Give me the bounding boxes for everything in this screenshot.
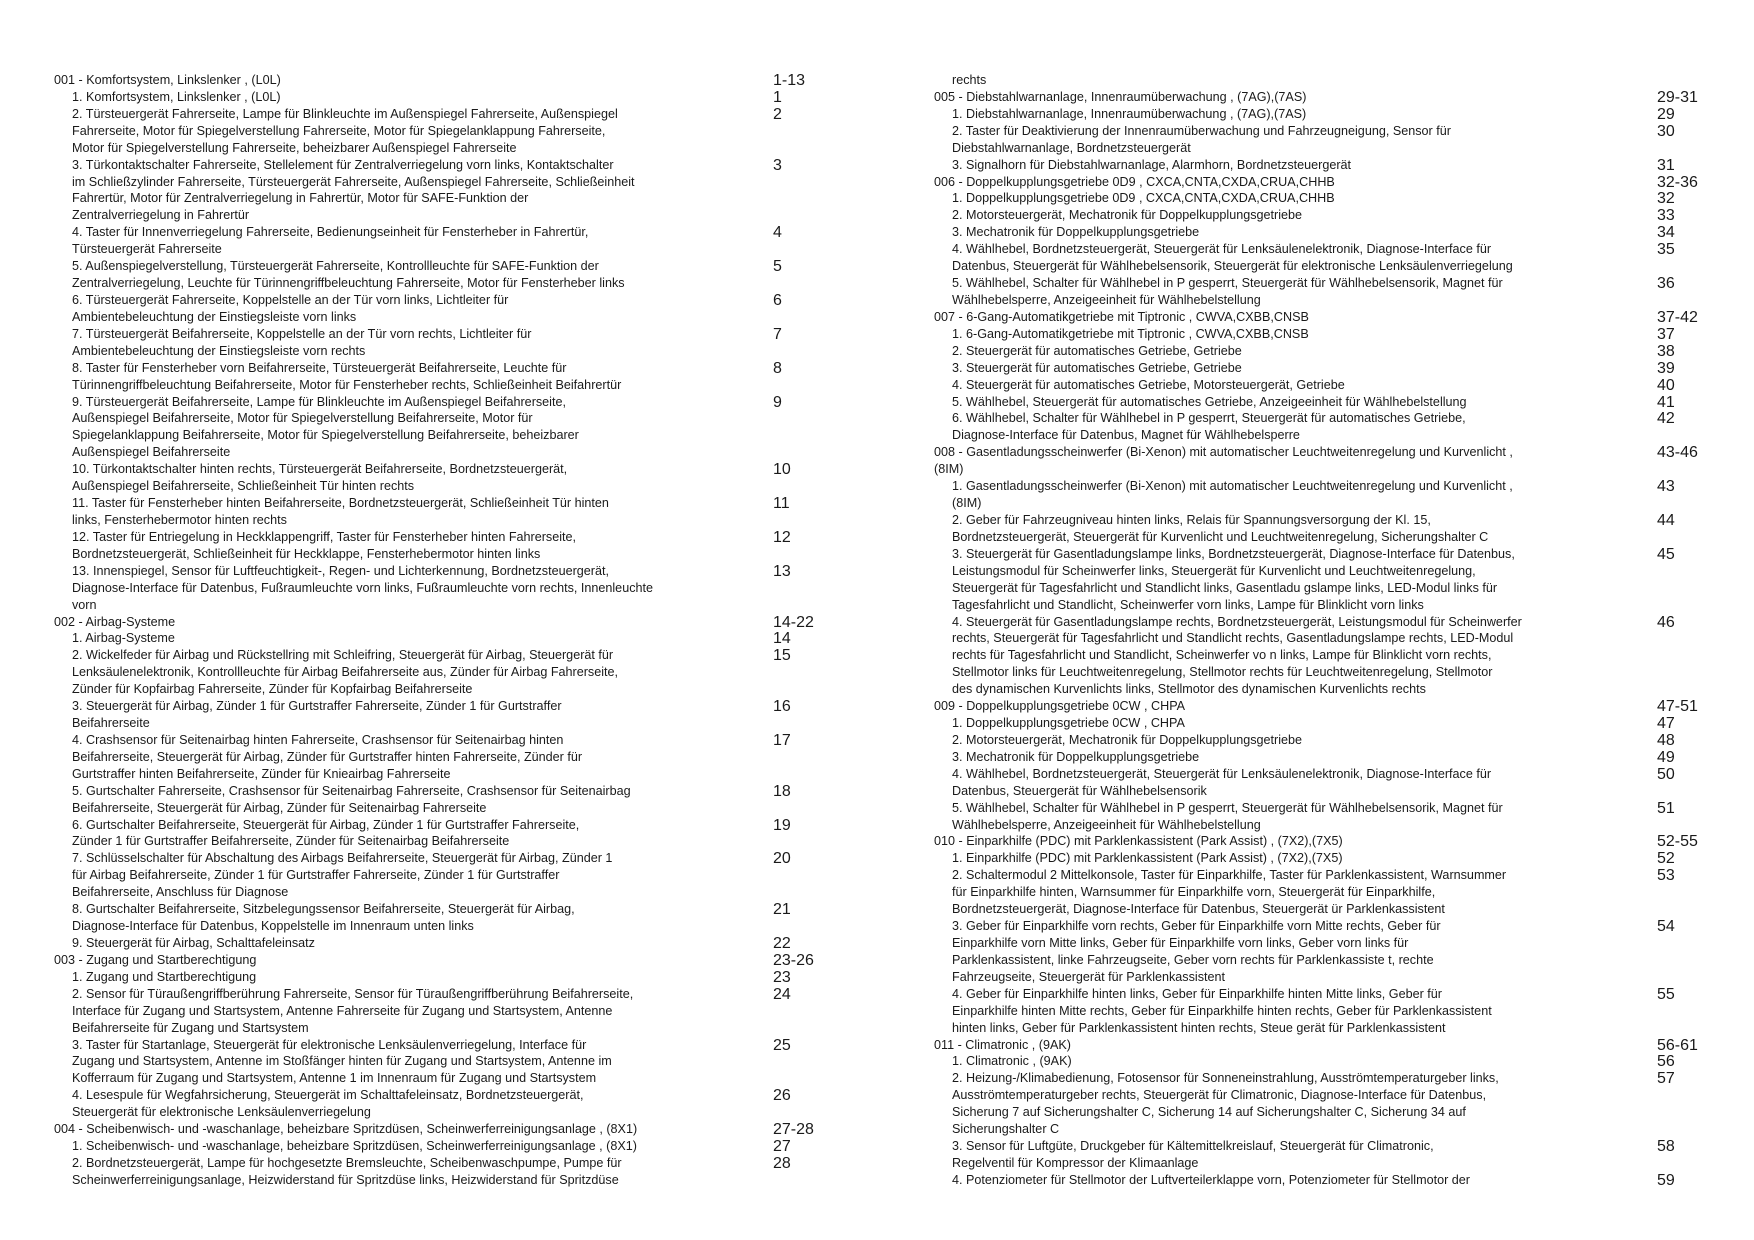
toc-item xyxy=(934,123,1714,157)
toc-item xyxy=(54,224,834,258)
toc-page-number: 47 xyxy=(1657,715,1675,733)
toc-line: Interface für Zugang und Startsystem, Antenne Fahrerseite für Zugang und Startsystem, Antenne xyxy=(72,1003,613,1018)
toc-item xyxy=(54,89,834,106)
toc-item xyxy=(934,275,1714,309)
toc-line: Wählhebelsperre, Anzeigeeinheit für Wählhebelstellung xyxy=(952,292,1261,307)
toc-page-number: 13 xyxy=(773,562,791,580)
toc-line: 1. Diebstahlwarnanlage, Innenraumüberwachung , (7AG),(7AS) xyxy=(952,106,1307,121)
toc-line: 4. Potenziometer für Stellmotor der Luftverteilerklappe vorn, Potenziometer für Stellmotor der xyxy=(952,1172,1470,1187)
toc-line: 3. Mechatronik für Doppelkupplungsgetriebe xyxy=(952,749,1200,764)
toc-item xyxy=(54,698,834,732)
toc-line: 1. Zugang und Startberechtigung xyxy=(72,969,257,984)
toc-line: 5. Wählhebel, Schalter für Wählhebel in P gesperrt, Steuergerät für Wählhebelsensorik, Magnet für xyxy=(952,800,1503,815)
toc-page-number: 7 xyxy=(773,325,782,343)
toc-line: für Airbag Beifahrerseite, Zünder 1 für Gurtstraffer Fahrerseite, Zünder 1 für Gurtstraffer xyxy=(72,868,560,883)
toc-line: Steuergerät für Tagesfahrlicht und Standlicht links, Gasentladu gslampe links, LED-Modul links für xyxy=(952,580,1498,595)
toc-item xyxy=(934,1172,1714,1189)
toc-page-number: 14-22 xyxy=(773,613,814,631)
toc-line: Türinnengriffbeleuchtung Beifahrerseite, Motor für Fensterheber rechts, Schließeinheit Beifahrertür xyxy=(72,377,622,392)
toc-line: 2. Wickelfeder für Airbag und Rückstellring mit Schleifring, Steuergerät für Airbag, Steuergerät für xyxy=(72,648,614,663)
toc-line: 7. Türsteuergerät Beifahrerseite, Koppelstelle an der Tür vorn rechts, Lichtleiter für xyxy=(72,326,532,341)
toc-line: 3. Steuergerät für Gasentladungslampe links, Bordnetzsteuergerät, Diagnose-Interface für Datenbus, xyxy=(952,546,1515,561)
toc-line: Diagnose-Interface für Datenbus, Magnet für Wählhebelsperre xyxy=(952,428,1300,443)
toc-line: Steuergerät für elektronische Lenksäulenverriegelung xyxy=(72,1105,371,1120)
toc-line: links, Fensterhebermotor hinten rechts xyxy=(72,512,287,527)
toc-page-number: 34 xyxy=(1657,224,1675,242)
toc-page-number: 33 xyxy=(1657,207,1675,225)
toc-line: für Einparkhilfe hinten, Warnsummer für Einparkhilfe vorn, Steuergerät für Einparkhilfe, xyxy=(952,885,1436,900)
toc-page-number: 3 xyxy=(773,156,782,174)
toc-line: 1. Doppelkupplungsgetriebe 0CW , CHPA xyxy=(952,716,1185,731)
toc-item xyxy=(934,850,1714,867)
toc-page-number: 49 xyxy=(1657,748,1675,766)
toc-line: Zünder 1 für Gurtstraffer Beifahrerseite, Zünder für Seitenairbag Beifahrerseite xyxy=(72,834,510,849)
toc-line: Türsteuergerät Fahrerseite xyxy=(72,242,222,257)
toc-item xyxy=(54,783,834,817)
toc-item xyxy=(934,360,1714,377)
toc-line: Fahrerseite, Motor für Spiegelverstellung Fahrerseite, Motor für Spiegelanklappung Fahrerseite, xyxy=(72,123,606,138)
toc-page-number: 32-36 xyxy=(1657,173,1698,191)
toc-page-number: 14 xyxy=(773,630,791,648)
toc-line: Lenksäulenelektronik, Kontrollleuchte für Airbag Beifahrerseite aus, Zünder für Airbag Fahrerseite, xyxy=(72,665,619,680)
toc-line: 9. Türsteuergerät Beifahrerseite, Lampe für Blinkleuchte im Außenspiegel Beifahrerseite, xyxy=(72,394,566,409)
toc-page-number: 15 xyxy=(773,647,791,665)
toc-page-number: 39 xyxy=(1657,359,1675,377)
toc-item xyxy=(934,224,1714,241)
toc-line: Regelventil für Kompressor der Klimaanlage xyxy=(952,1156,1199,1170)
toc-page-number: 55 xyxy=(1657,985,1675,1003)
toc-item xyxy=(934,326,1714,343)
toc-line: 1. Gasentladungsscheinwerfer (Bi-Xenon) mit automatischer Leuchtweitenregelung und Kurvenlicht , xyxy=(952,479,1513,494)
toc-section xyxy=(54,614,834,631)
toc-line: Leistungsmodul für Scheinwerfer links, Steuergerät für Kurvenlicht und Leuchtweitenregelung, xyxy=(952,563,1476,578)
toc-line: 2. Heizung-/Klimabedienung, Fotosensor für Sonneneinstrahlung, Ausströmtemperaturgeber links, xyxy=(952,1071,1499,1086)
toc-item xyxy=(934,72,1714,89)
toc-line: des dynamischen Kurvenlichts links, Stellmotor des dynamischen Kurvenlichts rechts xyxy=(952,682,1426,697)
toc-page-number: 26 xyxy=(773,1087,791,1105)
toc-item xyxy=(934,190,1714,207)
toc-line: Beifahrerseite, Steuergerät für Airbag, Zünder für Seitenairbag Fahrerseite xyxy=(72,800,487,815)
toc-line: 009 - Doppelkupplungsgetriebe 0CW , CHPA xyxy=(934,699,1186,714)
toc-line: 3. Signalhorn für Diebstahlwarnanlage, Alarmhorn, Bordnetzsteuergerät xyxy=(952,157,1352,172)
toc-page-number: 24 xyxy=(773,985,791,1003)
toc-line: Ambientebeleuchtung der Einstiegsleiste vorn links xyxy=(72,309,357,324)
toc-line: 13. Innenspiegel, Sensor für Luftfeuchtigkeit-, Regen- und Lichterkennung, Bordnetzsteuergerät, xyxy=(72,563,609,578)
toc-line: 4. Wählhebel, Bordnetzsteuergerät, Steuergerät für Lenksäulenelektronik, Diagnose-Interface für xyxy=(952,766,1492,781)
toc-line: Beifahrerseite, Anschluss für Diagnose xyxy=(72,885,289,900)
toc-line: 2. Sensor für Türaußengriffberührung Fahrerseite, Sensor für Türaußengriffberührung Beifahrerseite, xyxy=(72,986,634,1001)
toc-page-number: 23 xyxy=(773,968,791,986)
toc-item xyxy=(54,850,834,901)
toc-line: Gurtstraffer hinten Beifahrerseite, Zünder für Knieairbag Fahrerseite xyxy=(72,766,451,781)
toc-item xyxy=(934,343,1714,360)
toc-line: 4. Wählhebel, Bordnetzsteuergerät, Steuergerät für Lenksäulenelektronik, Diagnose-Interface für xyxy=(952,242,1492,257)
toc-page-number: 36 xyxy=(1657,275,1675,293)
toc-item xyxy=(934,986,1714,1037)
toc-page-number: 54 xyxy=(1657,918,1675,936)
toc-section xyxy=(54,952,834,969)
toc-section xyxy=(934,309,1714,326)
toc-item xyxy=(934,715,1714,732)
toc-line: 8. Taster für Fensterheber vorn Beifahrerseite, Türsteuergerät Beifahrerseite, Leuchte für xyxy=(72,360,567,375)
toc-line: 4. Steuergerät für Gasentladungslampe rechts, Bordnetzsteuergerät, Leistungsmodul für Scheinwerfer xyxy=(952,614,1522,629)
toc-line: 6. Wählhebel, Schalter für Wählhebel in P gesperrt, Steuergerät für automatisches Getriebe, xyxy=(952,411,1466,426)
toc-line: Sicherungshalter C xyxy=(952,1122,1060,1137)
toc-page-number: 30 xyxy=(1657,122,1675,140)
toc-item xyxy=(934,867,1714,918)
toc-line: (8IM) xyxy=(934,462,964,477)
toc-item xyxy=(54,106,834,157)
toc-item xyxy=(54,563,834,614)
toc-line: 1. Einparkhilfe (PDC) mit Parklenkassistent (Park Assist) , (7X2),(7X5) xyxy=(952,851,1343,866)
toc-line: Stellmotor links für Leuchtweitenregelung, Stellmotor rechts für Leuchtweitenregelung, Stellmotor xyxy=(952,665,1493,680)
toc-item xyxy=(54,935,834,952)
toc-item xyxy=(54,1087,834,1121)
toc-line: Einparkhilfe vorn Mitte links, Geber für Einparkhilfe vorn links, Geber vorn links für xyxy=(952,936,1409,951)
toc-item xyxy=(54,157,834,225)
toc-line: 3. Steuergerät für Airbag, Zünder 1 für Gurtstraffer Fahrerseite, Zünder 1 für Gurtstraffer xyxy=(72,699,562,714)
toc-page-number: 5 xyxy=(773,258,782,276)
toc-page-number: 21 xyxy=(773,901,791,919)
toc-page-number: 10 xyxy=(773,461,791,479)
toc-page-number: 58 xyxy=(1657,1138,1675,1156)
toc-item xyxy=(934,800,1714,834)
toc-line: 2. Motorsteuergerät, Mechatronik für Doppelkupplungsgetriebe xyxy=(952,208,1303,223)
toc-item xyxy=(54,292,834,326)
toc-section xyxy=(934,698,1714,715)
toc-line: 3. Sensor für Luftgüte, Druckgeber für Kältemittelkreislauf, Steuergerät für Climatronic, xyxy=(952,1139,1434,1154)
toc-item xyxy=(934,157,1714,174)
toc-right-column xyxy=(934,72,1714,1189)
toc-page-number: 38 xyxy=(1657,342,1675,360)
toc-page-number: 56-61 xyxy=(1657,1036,1698,1054)
toc-line: 1. Komfortsystem, Linkslenker , (L0L) xyxy=(72,89,281,104)
toc-line: 2. Steuergerät für automatisches Getriebe, Getriebe xyxy=(952,343,1242,358)
toc-item xyxy=(54,901,834,935)
toc-line: 4. Lesespule für Wegfahrsicherung, Steuergerät im Schalttafeleinsatz, Bordnetzsteuergerät, xyxy=(72,1088,584,1103)
toc-line: Datenbus, Steuergerät für Wählhebelsensorik xyxy=(952,783,1207,798)
toc-line: 1. Scheibenwisch- und -waschanlage, beheizbare Spritzdüsen, Scheinwerferreinigungsanlage , (8X1) xyxy=(72,1139,637,1154)
toc-item xyxy=(934,410,1714,444)
toc-line: Motor für Spiegelverstellung Fahrerseite, beheizbarer Außenspiegel Fahrerseite xyxy=(72,140,517,155)
toc-page-number: 23-26 xyxy=(773,951,814,969)
toc-line: Außenspiegel Beifahrerseite xyxy=(72,445,231,460)
toc-item xyxy=(54,630,834,647)
toc-item xyxy=(934,1053,1714,1070)
toc-line: rechts, Steuergerät für Tagesfahrlicht und Standlicht rechts, Gasentladungslampe rechts, LED-Modul xyxy=(952,631,1514,646)
toc-page-number: 52 xyxy=(1657,850,1675,868)
toc-page-number: 44 xyxy=(1657,511,1675,529)
toc-line: hinten links, Geber für Parklenkassistent hinten rechts, Steue gerät für Parklenkassistent xyxy=(952,1020,1446,1035)
toc-page-number: 45 xyxy=(1657,545,1675,563)
toc-line: 5. Wählhebel, Steuergerät für automatisches Getriebe, Anzeigeeinheit für Wählhebelstellung xyxy=(952,394,1467,409)
toc-line: 011 - Climatronic , (9AK) xyxy=(934,1037,1071,1052)
toc-line: 10. Türkontaktschalter hinten rechts, Türsteuergerät Beifahrerseite, Bordnetzsteuergerät, xyxy=(72,462,568,477)
toc-line: 4. Steuergerät für automatisches Getriebe, Motorsteuergerät, Getriebe xyxy=(952,377,1345,392)
toc-page-number: 4 xyxy=(773,224,782,242)
toc-item xyxy=(934,106,1714,123)
toc-page-number: 47-51 xyxy=(1657,698,1698,716)
toc-line: Zentralverriegelung, Leuchte für Türinnengriffbeleuchtung Fahrerseite, Motor für Fensterheber links xyxy=(72,276,625,291)
toc-page-number: 59 xyxy=(1657,1171,1675,1189)
toc-line: 2. Bordnetzsteuergerät, Lampe für hochgesetzte Bremsleuchte, Scheibenwaschpumpe, Pumpe für xyxy=(72,1156,622,1170)
toc-line: 7. Schlüsselschalter für Abschaltung des Airbags Beifahrerseite, Steuergerät für Airbag, Zünder 1 xyxy=(72,851,613,866)
toc-page-number: 56 xyxy=(1657,1053,1675,1071)
toc-page-number: 29 xyxy=(1657,105,1675,123)
toc-line: 2. Türsteuergerät Fahrerseite, Lampe für Blinkleuchte im Außenspiegel Fahrerseite, Außenspiegel xyxy=(72,106,618,121)
toc-line: Beifahrerseite für Zugang und Startsystem xyxy=(72,1020,309,1035)
toc-item xyxy=(54,326,834,360)
toc-page-number: 9 xyxy=(773,393,782,411)
toc-line: 6. Gurtschalter Beifahrerseite, Steuergerät für Airbag, Zünder 1 für Gurtstraffer Fahrerseite, xyxy=(72,817,580,832)
toc-page-number: 41 xyxy=(1657,393,1675,411)
toc-section xyxy=(934,444,1714,478)
toc-page-number: 57 xyxy=(1657,1070,1675,1088)
toc-line: 008 - Gasentladungsscheinwerfer (Bi-Xenon) mit automatischer Leuchtweitenregelung und Kurvenlicht , xyxy=(934,445,1513,460)
toc-line: vorn xyxy=(72,597,97,612)
toc-page-number: 32 xyxy=(1657,190,1675,208)
toc-line: Diagnose-Interface für Datenbus, Fußraumleuchte vorn links, Fußraumleuchte vorn rechts, Innenleuchte xyxy=(72,580,653,595)
toc-line: 004 - Scheibenwisch- und -waschanlage, beheizbare Spritzdüsen, Scheinwerferreinigungsanlage , (8X1) xyxy=(54,1122,638,1137)
toc-line: 003 - Zugang und Startberechtigung xyxy=(54,952,257,967)
toc-page-number: 11 xyxy=(773,495,790,513)
toc-line: Diebstahlwarnanlage, Bordnetzsteuergerät xyxy=(952,140,1191,155)
toc-line: 1. 6-Gang-Automatikgetriebe mit Tiptronic , CWVA,CXBB,CNSB xyxy=(952,326,1309,341)
toc-item xyxy=(934,766,1714,800)
toc-item xyxy=(54,1155,834,1189)
toc-page-number: 50 xyxy=(1657,765,1675,783)
toc-line: Außenspiegel Beifahrerseite, Motor für Spiegelverstellung Beifahrerseite, Motor für xyxy=(72,411,533,426)
toc-page-number: 37 xyxy=(1657,325,1675,343)
toc-line: Zentralverriegelung in Fahrertür xyxy=(72,208,250,223)
toc-line: Wählhebelsperre, Anzeigeeinheit für Wählhebelstellung xyxy=(952,817,1261,832)
toc-line: 2. Geber für Fahrzeugniveau hinten links, Relais für Spannungsversorgung der Kl. 15, xyxy=(952,512,1431,527)
toc-line: Bordnetzsteuergerät, Steuergerät für Kurvenlicht und Leuchtweitenregelung, Sicherungshalter C xyxy=(952,529,1489,544)
toc-page-number: 17 xyxy=(773,731,791,749)
toc-section xyxy=(54,72,834,89)
toc-line: Bordnetzsteuergerät, Diagnose-Interface für Datenbus, Steuergerät ür Parklenkassistent xyxy=(952,902,1445,917)
toc-page-number: 25 xyxy=(773,1036,791,1054)
toc-line: rechts für Tagesfahrlicht und Standlicht, Scheinwerfer vo n links, Lampe für Blinklicht vorn rechts, xyxy=(952,648,1492,663)
toc-item xyxy=(54,817,834,851)
toc-line: 001 - Komfortsystem, Linkslenker , (L0L) xyxy=(54,73,281,87)
toc-item xyxy=(54,969,834,986)
toc-line: 3. Türkontaktschalter Fahrerseite, Stellelement für Zentralverriegelung vorn links, Kontaktschalter xyxy=(72,157,614,172)
toc-line: 5. Wählhebel, Schalter für Wählhebel in P gesperrt, Steuergerät für Wählhebelsensorik, Magnet für xyxy=(952,276,1503,291)
toc-page-number: 18 xyxy=(773,782,791,800)
toc-item xyxy=(54,647,834,698)
toc-item xyxy=(934,478,1714,512)
toc-line: 4. Crashsensor für Seitenairbag hinten Fahrerseite, Crashsensor für Seitenairbag hinten xyxy=(72,732,564,747)
toc-item xyxy=(934,1138,1714,1172)
toc-section xyxy=(934,89,1714,106)
toc-page-number: 16 xyxy=(773,698,791,716)
toc-item xyxy=(934,1070,1714,1138)
toc-page-number: 52-55 xyxy=(1657,833,1698,851)
toc-line: Kofferraum für Zugang und Startsystem, Antenne 1 im Innenraum für Zugang und Startsystem xyxy=(72,1071,597,1086)
toc-line: Ausströmtemperaturgeber rechts, Steuergerät für Climatronic, Diagnose-Interface für Datenbus, xyxy=(952,1088,1487,1103)
toc-section xyxy=(54,1121,834,1138)
toc-line: Zünder für Kopfairbag Fahrerseite, Zünder für Kopfairbag Beifahrerseite xyxy=(72,682,473,697)
toc-page-number: 27-28 xyxy=(773,1121,814,1139)
toc-line: Scheinwerferreinigungsanlage, Heizwiderstand für Spritzdüse links, Heizwiderstand für Spritzdüse xyxy=(72,1172,619,1187)
toc-page-number: 27 xyxy=(773,1138,791,1156)
toc-page-number: 48 xyxy=(1657,731,1675,749)
toc-line: 007 - 6-Gang-Automatikgetriebe mit Tiptronic , CWVA,CXBB,CNSB xyxy=(934,309,1309,324)
toc-line: Tagesfahrlicht und Standlicht, Scheinwerfer vorn links, Lampe für Blinklicht vorn links xyxy=(952,597,1424,612)
toc-line: Diagnose-Interface für Datenbus, Koppelstelle im Innenraum unten links xyxy=(72,919,474,934)
toc-line: 006 - Doppelkupplungsgetriebe 0D9 , CXCA,CNTA,CXDA,CRUA,CHHB xyxy=(934,174,1335,189)
toc-line: Bordnetzsteuergerät, Schließeinheit für Heckklappe, Fensterhebermotor hinten links xyxy=(72,546,541,561)
toc-item xyxy=(54,258,834,292)
toc-line: 3. Geber für Einparkhilfe vorn rechts, Geber für Einparkhilfe vorn Mitte rechts, Geber für xyxy=(952,919,1441,934)
toc-page-number: 2 xyxy=(773,105,782,123)
toc-line: 002 - Airbag-Systeme xyxy=(54,614,176,629)
toc-line: Datenbus, Steuergerät für Wählhebelsensorik, Steuergerät für elektronische Lenksäulenverriegelung xyxy=(952,259,1513,274)
toc-item xyxy=(54,1138,834,1155)
toc-line: (8IM) xyxy=(952,496,982,511)
toc-line: 3. Steuergerät für automatisches Getriebe, Getriebe xyxy=(952,360,1242,375)
toc-page-number: 28 xyxy=(773,1155,791,1172)
toc-item xyxy=(934,614,1714,699)
toc-section xyxy=(934,833,1714,850)
toc-line: Zugang und Startsystem, Antenne im Stoßfänger hinten für Zugang und Startsystem, Antenne im xyxy=(72,1054,612,1069)
toc-item xyxy=(54,495,834,529)
toc-item xyxy=(934,512,1714,546)
toc-item xyxy=(54,1037,834,1088)
toc-item xyxy=(54,732,834,783)
toc-page-number: 19 xyxy=(773,816,791,834)
toc-page-number: 43 xyxy=(1657,478,1675,496)
toc-item xyxy=(54,529,834,563)
toc-item xyxy=(54,461,834,495)
toc-line: Fahrzeugseite, Steuergerät für Parklenkassistent xyxy=(952,969,1226,984)
toc-page-number: 42 xyxy=(1657,410,1675,428)
toc-item xyxy=(934,732,1714,749)
toc-line: 1. Doppelkupplungsgetriebe 0D9 , CXCA,CNTA,CXDA,CRUA,CHHB xyxy=(952,191,1335,206)
toc-page-number: 1-13 xyxy=(773,72,806,89)
toc-line: Parklenkassistent, linke Fahrzeugseite, Geber vorn rechts für Parklenkassiste t, rechte xyxy=(952,952,1434,967)
toc-line: 5. Gurtschalter Fahrerseite, Crashsensor für Seitenairbag Fahrerseite, Crashsensor für Seitenairbag xyxy=(72,783,631,798)
toc-page-number: 31 xyxy=(1657,156,1675,174)
toc-item xyxy=(934,749,1714,766)
toc-item xyxy=(934,207,1714,224)
toc-line: Spiegelanklappung Beifahrerseite, Motor für Spiegelverstellung Beifahrerseite, beheizbarer xyxy=(72,428,579,443)
toc-line: Außenspiegel Beifahrerseite, Schließeinheit Tür hinten rechts xyxy=(72,479,415,494)
toc-page-number: 20 xyxy=(773,850,791,868)
toc-page-number: 51 xyxy=(1657,799,1675,817)
toc-line: Fahrertür, Motor für Zentralverriegelung in Fahrertür, Motor für SAFE-Funktion der xyxy=(72,191,529,206)
toc-item xyxy=(934,377,1714,394)
toc-page-number: 37-42 xyxy=(1657,308,1698,326)
toc-line: Ambientebeleuchtung der Einstiegsleiste vorn rechts xyxy=(72,343,366,358)
toc-line: 4. Geber für Einparkhilfe hinten links, Geber für Einparkhilfe hinten Mitte links, Geber für xyxy=(952,986,1442,1001)
toc-item xyxy=(934,241,1714,275)
toc-line: 11. Taster für Fensterheber hinten Beifahrerseite, Bordnetzsteuergerät, Schließeinheit Tür hinten xyxy=(72,496,609,511)
toc-page-number: 46 xyxy=(1657,613,1675,631)
toc-line: 2. Schaltermodul 2 Mittelkonsole, Taster für Einparkhilfe, Taster für Parklenkassistent, Warnsummer xyxy=(952,868,1507,883)
toc-line: Sicherung 7 auf Sicherungshalter C, Sicherung 14 auf Sicherungshalter C, Sicherung 34 auf xyxy=(952,1105,1466,1120)
toc-line: 3. Taster für Startanlage, Steuergerät für elektronische Lenksäulenverriegelung, Interface für xyxy=(72,1037,587,1052)
toc-line: im Schließzylinder Fahrerseite, Türsteuergerät Fahrerseite, Außenspiegel Fahrerseite, Schließeinheit xyxy=(72,174,635,189)
toc-page-number: 29-31 xyxy=(1657,88,1698,106)
toc-section xyxy=(934,1037,1714,1054)
toc-page-number: 53 xyxy=(1657,867,1675,885)
toc-page-number: 8 xyxy=(773,359,782,377)
toc-line: 12. Taster für Entriegelung in Heckklappengriff, Taster für Fensterheber hinten Fahrerseite, xyxy=(72,529,577,544)
toc-page-number: 12 xyxy=(773,528,791,546)
toc-line: 2. Motorsteuergerät, Mechatronik für Doppelkupplungsgetriebe xyxy=(952,732,1303,747)
toc-line: 8. Gurtschalter Beifahrerseite, Sitzbelegungssensor Beifahrerseite, Steuergerät für Airbag, xyxy=(72,902,575,917)
toc-item xyxy=(934,546,1714,614)
toc-page-number: 40 xyxy=(1657,376,1675,394)
toc-page-number: 43-46 xyxy=(1657,444,1698,462)
toc-item xyxy=(54,360,834,394)
toc-line: Beifahrerseite xyxy=(72,716,150,731)
toc-line: 1. Climatronic , (9AK) xyxy=(952,1054,1072,1069)
toc-item xyxy=(54,986,834,1037)
toc-page-number: 22 xyxy=(773,935,791,953)
toc-line: 5. Außenspiegelverstellung, Türsteuergerät Fahrerseite, Kontrollleuchte für SAFE-Funktion der xyxy=(72,259,599,274)
toc-item xyxy=(54,394,834,462)
toc-item xyxy=(934,918,1714,986)
toc-page-number: 1 xyxy=(773,88,782,106)
toc-line: 6. Türsteuergerät Fahrerseite, Koppelstelle an der Tür vorn links, Lichtleiter für xyxy=(72,292,509,307)
toc-page-number: 6 xyxy=(773,291,782,309)
toc-line: Beifahrerseite, Steuergerät für Airbag, Zünder für Gurtstraffer hinten Fahrerseite, Zünder für xyxy=(72,749,583,764)
toc-page-number: 35 xyxy=(1657,241,1675,259)
toc-line: 005 - Diebstahlwarnanlage, Innenraumüberwachung , (7AG),(7AS) xyxy=(934,89,1307,104)
toc-line: 2. Taster für Deaktivierung der Innenraumüberwachung und Fahrzeugneigung, Sensor für xyxy=(952,123,1451,138)
toc-line: 010 - Einparkhilfe (PDC) mit Parklenkassistent (Park Assist) , (7X2),(7X5) xyxy=(934,834,1343,849)
toc-left-column xyxy=(54,72,834,1189)
toc-line: 4. Taster für Innenverriegelung Fahrerseite, Bedienungseinheit für Fensterheber in Fahrertür, xyxy=(72,225,589,240)
toc-line: 1. Airbag-Systeme xyxy=(72,631,175,646)
toc-line: 3. Mechatronik für Doppelkupplungsgetriebe xyxy=(952,225,1200,240)
toc-section xyxy=(934,174,1714,191)
toc-line: rechts xyxy=(952,73,987,87)
toc-line: Einparkhilfe hinten Mitte rechts, Geber für Einparkhilfe hinten rechts, Geber für Parklenkassistent xyxy=(952,1003,1492,1018)
toc-line: 9. Steuergerät für Airbag, Schalttafeleinsatz xyxy=(72,936,315,951)
toc-item xyxy=(934,394,1714,411)
